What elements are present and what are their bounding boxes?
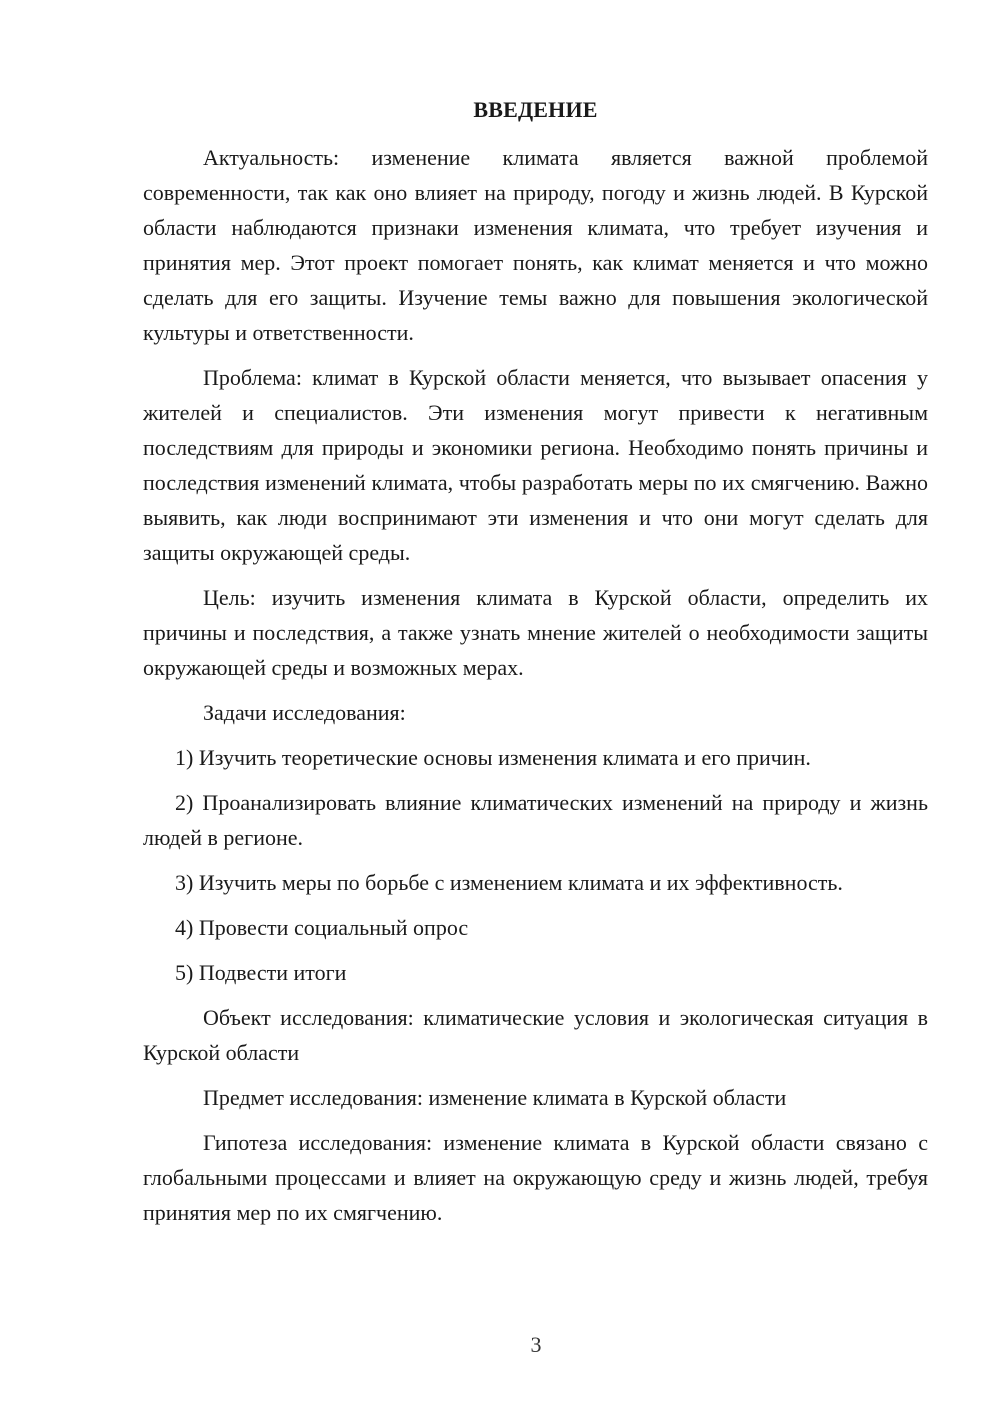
problem-paragraph: Проблема: климат в Курской области меняется, что вызывает опасения у жителей и специалистов. Эти изменения могут привести к негативным последствиям для природы и экономики региона. Необходимо понять причины и последствия изменений климата, чтобы разработать меры по их смягчению. Важно выявить, как люди воспринимают эти изменения и что они могут сделать для защиты окружающей среды.: [143, 365, 928, 565]
page-body: [143, 92, 928, 1230]
subject-paragraph: Предмет исследования: изменение климата в Курской области: [203, 1085, 787, 1110]
list-item: 3) Изучить меры по борьбе с изменением климата и их эффективность.: [175, 870, 843, 895]
object-paragraph: Объект исследования: климатические условия и экологическая ситуация в Курской области: [143, 1005, 928, 1065]
list-item: 4) Провести социальный опрос: [175, 915, 469, 940]
tasks-list: [143, 740, 928, 990]
goal-paragraph: Цель: изучить изменения климата в Курской области, определить их причины и последствия, а также узнать мнение жителей о необходимости защиты окружающей среды и возможных мерах.: [143, 585, 928, 680]
list-item: 5) Подвести итоги: [175, 960, 347, 985]
relevance-paragraph: Актуальность: изменение климата является важной проблемой современности, так как оно влияет на природу, погоду и жизнь людей. В Курской области наблюдаются признаки изменения климата, что требует изучения и принятия мер. Этот проект помогает понять, как климат меняется и что можно сделать для его защиты. Изучение темы важно для повышения экологической культуры и ответственности.: [143, 145, 928, 345]
page-number: 3: [530, 1332, 542, 1357]
hypothesis-paragraph: Гипотеза исследования: изменение климата в Курской области связано с глобальными процессами и влияет на окружающую среду и жизнь людей, требуя принятия мер по их смягчению.: [143, 1130, 928, 1225]
tasks-heading: Задачи исследования:: [203, 700, 406, 725]
section-title: ВВЕДЕНИЕ: [473, 97, 598, 122]
list-item: 1) Изучить теоретические основы изменения климата и его причин.: [175, 745, 811, 770]
list-item: 2) Проанализировать влияние климатических изменений на природу и жизнь людей в регионе.: [143, 790, 928, 850]
